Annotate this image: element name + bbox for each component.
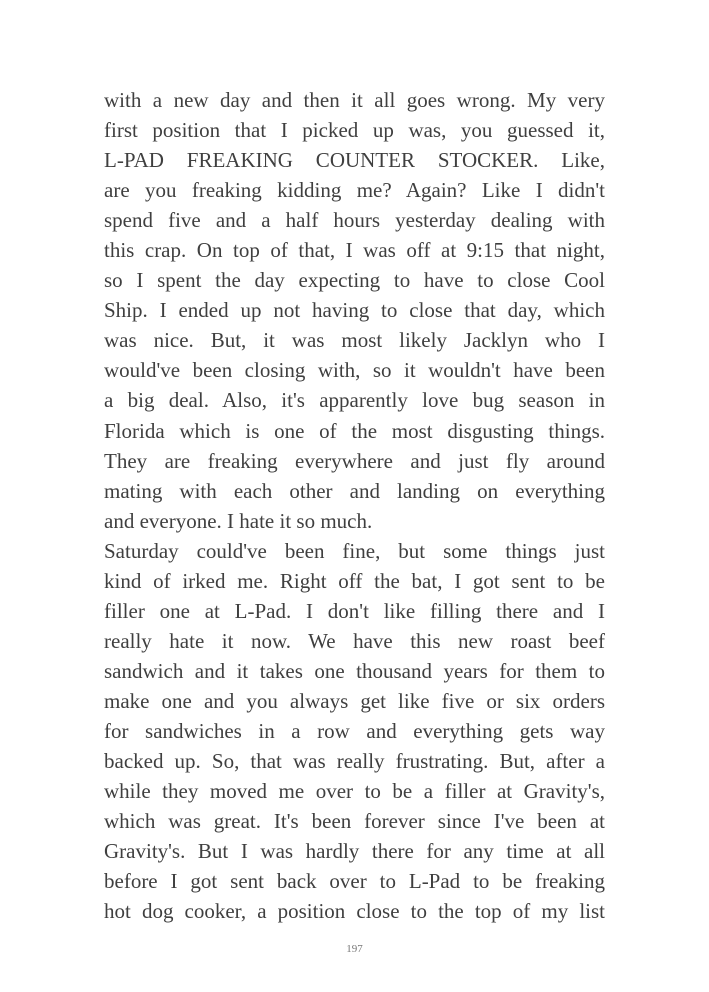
text-line: so I spent the day expecting to have to close Cool	[104, 268, 605, 293]
text-line: for sandwiches in a row and everything gets way	[104, 718, 605, 743]
text-line: are you freaking kidding me? Again? Like I didn't	[104, 178, 605, 203]
text-line: Ship. I ended up not having to close that day, which	[104, 298, 605, 323]
body-text	[104, 85, 605, 926]
text-line: Saturday could've been fine, but some things just	[104, 538, 605, 563]
text-line: backed up. So, that was really frustrating. But, after a	[104, 749, 605, 774]
text-line: before I got sent back over to L-Pad to be freaking	[104, 869, 605, 894]
text-line: would've been closing with, so it wouldn't have been	[104, 358, 605, 383]
text-line: this crap. On top of that, I was off at 9:15 that night,	[104, 238, 605, 263]
text-line: They are freaking everywhere and just fly around	[104, 448, 605, 473]
text-line: L-PAD FREAKING COUNTER STOCKER. Like,	[104, 148, 605, 173]
text-line: was nice. But, it was most likely Jacklyn who I	[104, 328, 605, 353]
text-line: while they moved me over to be a filler at Gravity's,	[104, 779, 605, 804]
text-line: filler one at L-Pad. I don't like filling there and I	[104, 598, 605, 623]
text-line: with a new day and then it all goes wrong. My very	[104, 88, 605, 112]
text-line: a big deal. Also, it's apparently love bug season in	[104, 388, 605, 413]
text-line: Florida which is one of the most disgusting things.	[104, 418, 605, 443]
text-line: first position that I picked up was, you guessed it,	[104, 118, 605, 143]
text-line: sandwich and it takes one thousand years for them to	[104, 658, 605, 683]
page-number: 197	[346, 943, 363, 955]
text-line: which was great. It's been forever since I've been at	[104, 809, 605, 834]
text-line: hot dog cooker, a position close to the top of my list	[104, 899, 605, 924]
text-line: and everyone. I hate it so much.	[104, 508, 373, 533]
text-line: Gravity's. But I was hardly there for any time at all	[104, 839, 605, 864]
text-line: kind of irked me. Right off the bat, I got sent to be	[104, 568, 605, 593]
text-line: spend five and a half hours yesterday dealing with	[104, 208, 605, 233]
text-line: mating with each other and landing on everything	[104, 478, 605, 503]
text-line: really hate it now. We have this new roast beef	[104, 628, 605, 653]
text-line: make one and you always get like five or six orders	[104, 688, 605, 713]
